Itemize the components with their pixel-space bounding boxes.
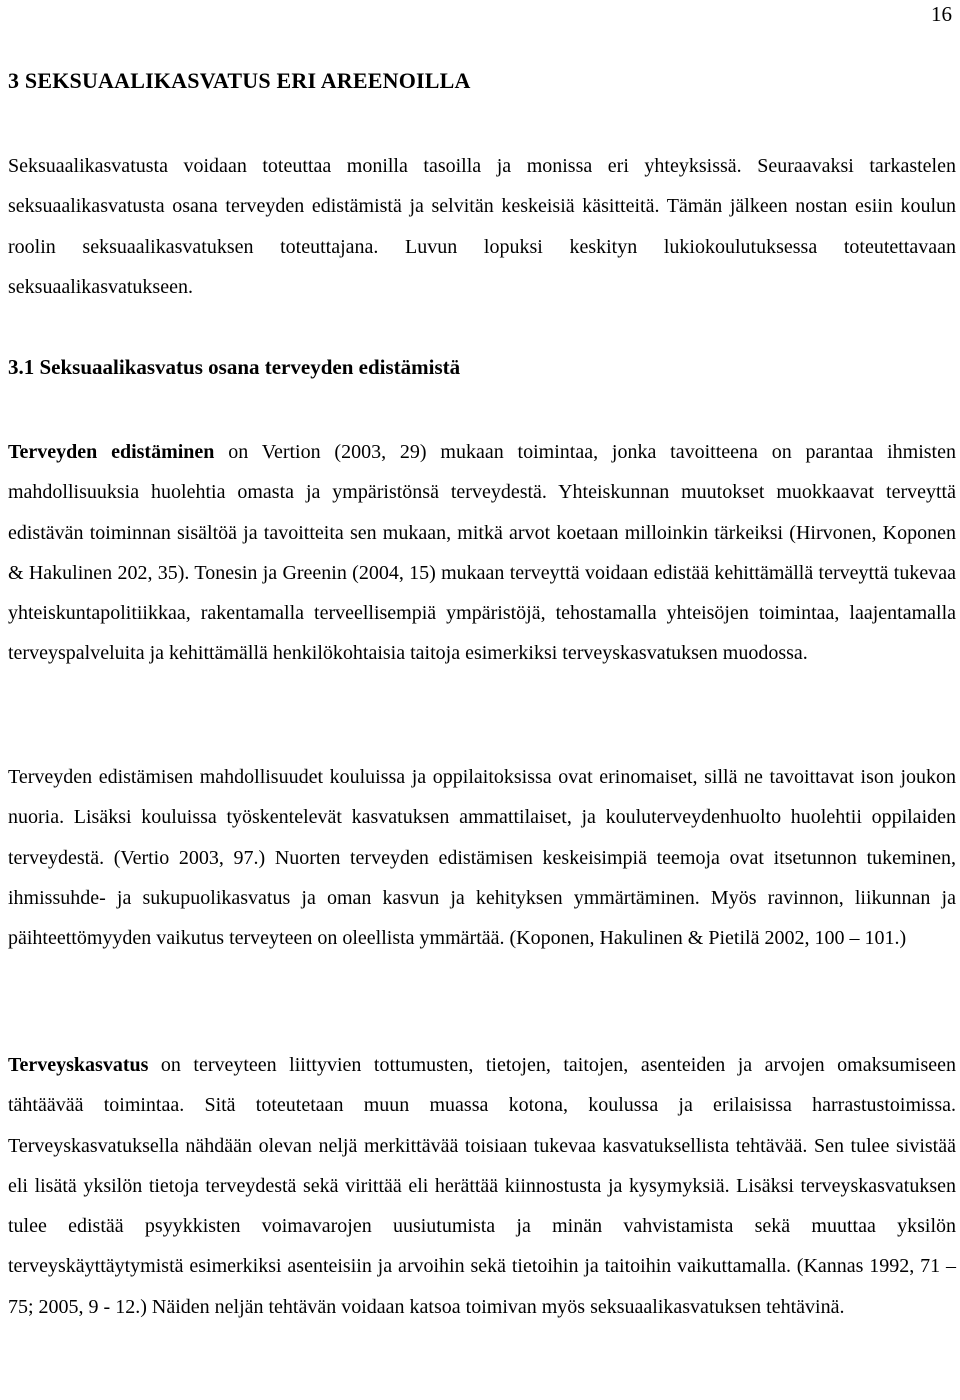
paragraph-health-education-text: on terveyteen liittyvien tottumusten, tietojen, taitojen, asenteiden ja arvojen omaksumiseen tähtäävää toimintaa. Sitä toteutetaan muun muassa kotona, koulussa ja erilaisissa harrastustoimissa. Terveyskasvatuksella nähdään olevan neljä merkittävää toisiaan tukevaa kasvatuksellista tehtävää. Sen tulee sivistää eli lisätä yksilön tietoja terveydestä sekä virittää eli herättää kiinnostusta ja kysymyksiä. Lisäksi terveyskasvatuksen tulee edistää psyykkisten voimavarojen uusiutumista ja minän vahvistamista sekä muuttaa yksilön terveyskäyttäytymistä esimerkiksi asenteisiin ja arvoihin sekä tietoihin ja taitoihin vaikuttamalla. (Kannas 1992, 71 – 75; 2005, 9 - 12.) Näiden neljän tehtävän voidaan katsoa toimivan myös seksuaalikasvatuksen tehtävinä.: [8, 1054, 956, 1318]
paragraph-schools: Terveyden edistämisen mahdollisuudet kouluissa ja oppilaitoksissa ovat erinomaiset, sillä ne tavoittavat ison joukon nuoria. Lisäksi kouluissa työskentelevät kasvatuksen ammattilaiset, ja kouluterveydenhuolto huolehtii oppilaiden terveydestä. (Vertio 2003, 97.) Nuorten terveyden edistämisen keskeisimpiä teemoja ovat itsetunnon tukeminen, ihmissuhde- ja sukupuolikasvatus ja oman kasvun ja kehityksen ymmärtäminen. Myös ravinnon, liikunnan ja päihteettömyyden vaikutus terveyteen on oleellista ymmärtää. (Koponen, Hakulinen & Pietilä 2002, 100 – 101.): [8, 766, 956, 950]
paragraph-health-promotion-text: on Vertion (2003, 29) mukaan toimintaa, jonka tavoitteena on parantaa ihmisten mahdollisuuksia huolehtia omasta ja ympäristönsä terveydestä. Yhteiskunnan muutokset muokkaavat terveyttä edistävän toiminnan sisältöä ja tavoitteita sen mukaan, mitkä arvot koetaan milloinkin tärkeiksi (Hirvonen, Koponen & Hakulinen 202, 35). Tonesin ja Greenin (2004, 15) mukaan terveyttä voidaan edistää kehittämällä terveyttä tukevaa yhteiskuntapolitiikkaa, rakentamalla terveellisempiä ympäristöjä, tehostamalla yhteisöjen toimintaa, laajentamalla terveyspalveluita ja kehittämällä henkilökohtaisia taitoja esimerkiksi terveyskasvatuksen muodossa.: [8, 441, 956, 665]
term-health-promotion: Terveyden edistäminen: [8, 441, 215, 463]
intro-paragraph: Seksuaalikasvatusta voidaan toteuttaa monilla tasoilla ja monissa eri yhteyksissä. Seuraavaksi tarkastelen seksuaalikasvatusta osana terveyden edistämistä ja selvitän keskeisiä käsitteitä. Tämän jälkeen nostan esiin koulun roolin seksuaalikasvatuksen toteuttajana. Luvun lopuksi keskityn lukiokoulutuksessa toteutettavaan seksuaalikasvatukseen.: [8, 155, 956, 298]
chapter-title: 3 SEKSUAALIKASVATUS ERI AREENOILLA: [8, 68, 471, 93]
paragraph-health-education: [8, 1045, 956, 1327]
page-number: 16: [931, 2, 952, 26]
term-health-education: Terveyskasvatus: [8, 1054, 149, 1076]
section-title: 3.1 Seksuaalikasvatus osana terveyden edistämistä: [8, 355, 461, 379]
paragraph-health-promotion: [8, 432, 956, 674]
